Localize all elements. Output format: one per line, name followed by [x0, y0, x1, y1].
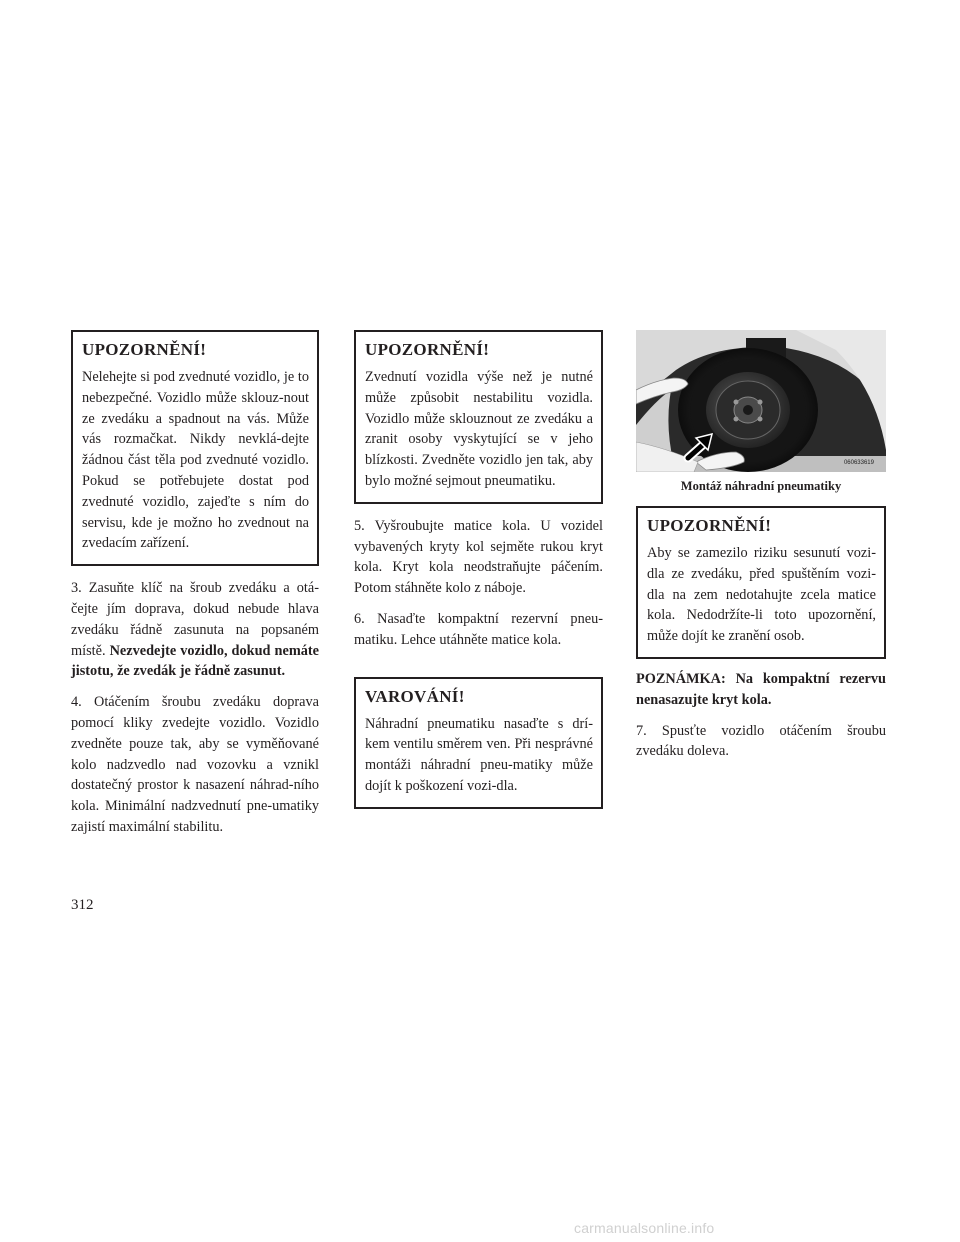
warning-box-3 [636, 506, 886, 659]
column-right [636, 330, 886, 772]
warning-title: UPOZORNĚNÍ! [82, 340, 207, 359]
watermark: carmanualsonline.info [574, 1220, 715, 1236]
warning-box-1 [71, 330, 319, 566]
caution-text: Náhradní pneumatiku nasaďte s drí-kem ventilu směrem ven. Při nesprávné montáži náhradní pneu-matiky může dojít k poškození vozi-dla. [365, 715, 593, 794]
warning-title: UPOZORNĚNÍ! [365, 340, 490, 359]
step-3 [71, 578, 319, 682]
step-6: 6. Nasaďte kompaktní rezervní pneu-matiku. Lehce utáhněte matice kola. [354, 610, 603, 648]
step-3-text: 3. Zasuňte klíč na šroub zvedáku a otá-čejte jím doprava, dokud nebude hlava zvedáku řádně zasunuta na popsaném místě. [71, 580, 319, 659]
spare-tire-illustration [636, 330, 886, 472]
warning-text: Aby se zamezilo riziku sesunutí vozi-dla ze zvedáku, před spuštěním vozi-dla na zem nedotahujte zcela matice kola. Nedodržíte-li toto upozornění, může dojít ke zranění osob. [647, 545, 876, 645]
tire-mount-image [636, 330, 886, 472]
warning-text: Nelehejte si pod zvednuté vozidlo, je to nebezpečné. Vozidlo může sklouz-nout ze zvedáku a spadnout na vás. Může vás rozmačkat. Nikdy nevklá-dejte žádnou část těla pod zvednuté vozidlo. Pokud se potřebujete dostat pod zvednuté vozidlo, zajeďte s ním do servisu, kde je možno ho zvednout na zvedacím zařízení. [82, 369, 309, 552]
column-middle [354, 330, 603, 809]
caution-title: VAROVÁNÍ! [365, 686, 465, 706]
warning-title: UPOZORNĚNÍ! [647, 516, 772, 535]
warning-box-2 [354, 330, 603, 504]
step-4: 4. Otáčením šroubu zvedáku doprava pomocí kliky zvedejte vozidlo. Vozidlo zvedněte pouze tak, aby se vyměňované kolo nadzvedlo nad vozovku a vznikl dostatečný prostor k nasazení náhrad-ního kola. Minimální nadzvednutí pne-umatiky zajistí maximální stabilitu. [71, 694, 319, 835]
step-5: 5. Vyšroubujte matice kola. U vozidel vybavených kryty kol sejměte rukou kryt kola. Kryt kola neodstraňujte páčením. Potom stáhněte kolo z náboje. [354, 517, 603, 597]
warning-text: Zvednutí vozidla výše než je nutné může způsobit nestabilitu vozidla. Vozidlo může sklouznout ze zvedáku a zranit osoby vyskytující se v jeho blízkosti. Zvedněte vozidlo jen tak, aby bylo možné sejmout pneumatiku. [365, 369, 593, 489]
caution-box [354, 677, 603, 809]
figure-caption: Montáž náhradní pneumatiky [680, 479, 842, 493]
step-7: 7. Spusťte vozidlo otáčením šroubu zvedáku doleva. [636, 722, 886, 760]
note: POZNÁMKA: Na kompaktní rezervu nenasazujte kryt kola. [636, 670, 886, 708]
page-number: 312 [71, 897, 94, 913]
column-left [71, 330, 319, 848]
step-3-bold: Nezvedejte vozidlo, dokud nemáte jistotu, že zvedák je řádně zasunut. [71, 642, 319, 680]
figure-code: 060633619 [843, 460, 874, 466]
